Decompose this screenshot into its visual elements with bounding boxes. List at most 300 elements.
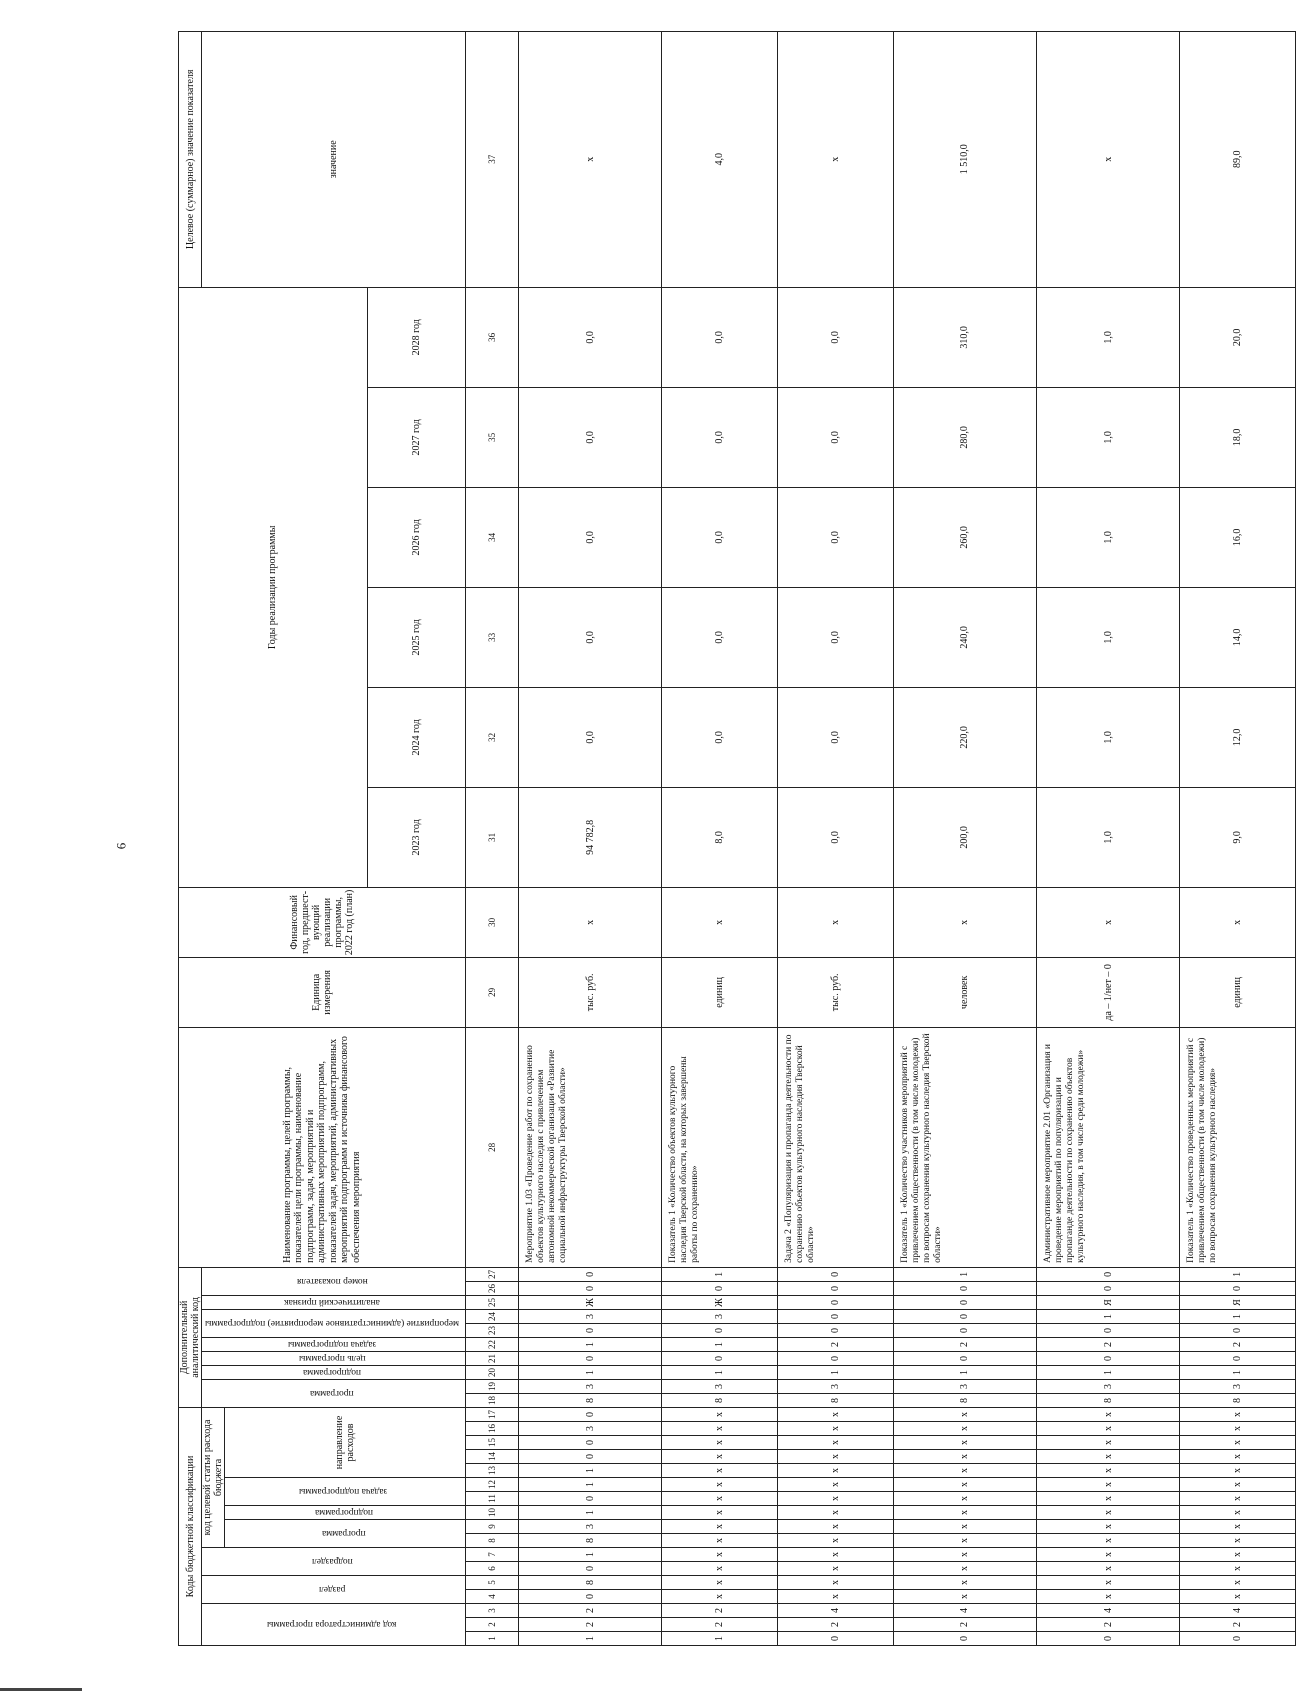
column-number: 7	[466, 1548, 519, 1562]
code-cell: x	[1180, 1450, 1296, 1464]
code-cell: 4	[893, 1604, 1036, 1618]
code-cell: 8	[1037, 1393, 1180, 1407]
column-number: 3	[466, 1604, 519, 1618]
code-cell: x	[1037, 1464, 1180, 1478]
year-value-cell: 0,0	[519, 387, 662, 487]
column-number: 17	[466, 1407, 519, 1421]
year-value-cell: 1,0	[1037, 487, 1180, 587]
code-cell: 1	[519, 1506, 662, 1520]
code-cell: 0	[1180, 1323, 1296, 1337]
unit-header: Единица измерения	[179, 957, 466, 1027]
code-cell: x	[778, 1478, 894, 1492]
code-cell: x	[662, 1562, 778, 1576]
code-cell: 4	[778, 1604, 894, 1618]
unit-cell: единиц	[1180, 957, 1296, 1027]
code-cell: x	[1037, 1520, 1180, 1534]
code-cell: 0	[662, 1351, 778, 1365]
code-cell: x	[893, 1478, 1036, 1492]
program-goal-header: цель программы	[202, 1351, 466, 1365]
code-cell: 0	[893, 1351, 1036, 1365]
year-value-cell: 1,0	[1037, 387, 1180, 487]
program-table-rotated	[178, 54, 1244, 1646]
code-cell: x	[778, 1506, 894, 1520]
code-cell: x	[778, 1590, 894, 1604]
code-cell: x	[1180, 1520, 1296, 1534]
code-cell: 2	[662, 1604, 778, 1618]
column-number: 8	[466, 1534, 519, 1548]
item-name-cell: Задача 2 «Популяризация и пропаганда деятельности по сохранению объектов культурного наследия Тверской области»	[778, 1027, 894, 1267]
column-number: 13	[466, 1464, 519, 1478]
year-value-cell: 0,0	[662, 287, 778, 387]
code-cell: 2	[519, 1604, 662, 1618]
target-value-cell: 1 510,0	[893, 31, 1036, 287]
code-cell: 0	[1180, 1351, 1296, 1365]
code-cell: x	[778, 1548, 894, 1562]
code-cell: x	[1180, 1492, 1296, 1506]
code-cell: 3	[1180, 1379, 1296, 1393]
year-header: 2028 год	[367, 287, 465, 387]
code-cell: x	[662, 1534, 778, 1548]
year-value-cell: 18,0	[1180, 387, 1296, 487]
code-cell: x	[662, 1548, 778, 1562]
code-cell: x	[1037, 1576, 1180, 1590]
code-cell: 0	[893, 1309, 1036, 1323]
code-cell: x	[662, 1422, 778, 1436]
code-cell: 1	[1180, 1267, 1296, 1281]
code-cell: x	[1037, 1478, 1180, 1492]
code-cell: 1	[893, 1267, 1036, 1281]
unit-cell: человек	[893, 957, 1036, 1027]
add-program-header: программа	[202, 1379, 466, 1407]
code-cell: 0	[893, 1295, 1036, 1309]
code-cell: 2	[1180, 1337, 1296, 1351]
code-cell: x	[662, 1478, 778, 1492]
table-row	[1180, 31, 1296, 1645]
code-cell: 0	[519, 1323, 662, 1337]
column-number: 18	[466, 1393, 519, 1407]
budget-codes-header: Коды бюджетной классификации	[179, 1407, 202, 1645]
code-cell: 4	[1037, 1604, 1180, 1618]
code-cell: 3	[519, 1309, 662, 1323]
column-number: 20	[466, 1365, 519, 1379]
year-header: 2024 год	[367, 687, 465, 787]
column-number: 5	[466, 1576, 519, 1590]
code-cell: 0	[519, 1281, 662, 1295]
fin-year-cell: x	[662, 887, 778, 957]
code-cell: x	[893, 1520, 1036, 1534]
unit-cell: тыс. руб.	[519, 957, 662, 1027]
page-number: 6	[113, 842, 129, 850]
code-cell: 0	[1037, 1281, 1180, 1295]
code-cell: 8	[519, 1576, 662, 1590]
code-cell: 8	[893, 1393, 1036, 1407]
column-number: 37	[466, 31, 519, 287]
column-number: 16	[466, 1422, 519, 1436]
column-number: 11	[466, 1492, 519, 1506]
code-cell: 0	[778, 1632, 894, 1646]
code-cell: x	[1180, 1534, 1296, 1548]
code-cell: 1	[1180, 1365, 1296, 1379]
code-cell: 0	[778, 1309, 894, 1323]
code-cell: Ж	[519, 1295, 662, 1309]
code-cell: x	[778, 1534, 894, 1548]
code-cell: 0	[1037, 1323, 1180, 1337]
code-cell: x	[778, 1407, 894, 1421]
year-value-cell: 1,0	[1037, 787, 1180, 887]
subprogram-task-add-header: задача подпрограммы	[202, 1337, 466, 1351]
code-cell: x	[893, 1576, 1036, 1590]
column-number: 23	[466, 1323, 519, 1337]
code-cell: x	[893, 1407, 1036, 1421]
year-value-cell: 0,0	[662, 387, 778, 487]
target-value-cell: x	[519, 31, 662, 287]
program-table	[178, 31, 1296, 1646]
year-value-cell: 0,0	[778, 387, 894, 487]
code-cell: x	[893, 1562, 1036, 1576]
code-cell: x	[893, 1492, 1036, 1506]
year-value-cell: 0,0	[778, 587, 894, 687]
column-number: 10	[466, 1506, 519, 1520]
column-number: 6	[466, 1562, 519, 1576]
year-header: 2027 год	[367, 387, 465, 487]
year-value-cell: 0,0	[778, 287, 894, 387]
code-cell: x	[778, 1450, 894, 1464]
code-cell: x	[1180, 1506, 1296, 1520]
code-cell: x	[662, 1407, 778, 1421]
code-cell: 0	[1180, 1632, 1296, 1646]
code-cell: x	[1180, 1422, 1296, 1436]
code-cell: x	[893, 1450, 1036, 1464]
code-cell: x	[1037, 1422, 1180, 1436]
code-cell: 8	[778, 1393, 894, 1407]
section-header: раздел	[202, 1576, 466, 1604]
code-cell: x	[1037, 1562, 1180, 1576]
year-value-cell: 0,0	[778, 687, 894, 787]
target-value-cell: x	[778, 31, 894, 287]
column-number: 24	[466, 1309, 519, 1323]
column-number: 1	[466, 1632, 519, 1646]
column-number: 36	[466, 287, 519, 387]
table-row	[778, 31, 894, 1645]
code-cell: 8	[662, 1393, 778, 1407]
target-article-header: код целевой статьи расхода бюджета	[202, 1407, 225, 1547]
add-subprogram-header: подпрограмма	[202, 1365, 466, 1379]
code-cell: 0	[519, 1450, 662, 1464]
code-cell: x	[1037, 1590, 1180, 1604]
code-cell: x	[1037, 1436, 1180, 1450]
code-cell: x	[893, 1436, 1036, 1450]
code-cell: x	[893, 1590, 1036, 1604]
code-cell: 3	[893, 1379, 1036, 1393]
code-cell: 2	[893, 1618, 1036, 1632]
code-cell: 3	[519, 1379, 662, 1393]
target-value-header: значение	[202, 31, 466, 287]
year-value-cell: 0,0	[519, 487, 662, 587]
year-value-cell: 8,0	[662, 787, 778, 887]
year-value-cell: 12,0	[1180, 687, 1296, 787]
year-value-cell: 1,0	[1037, 687, 1180, 787]
code-cell: 1	[519, 1365, 662, 1379]
column-number: 34	[466, 487, 519, 587]
unit-cell: единиц	[662, 957, 778, 1027]
code-cell: 3	[519, 1422, 662, 1436]
code-cell: x	[893, 1506, 1036, 1520]
code-cell: x	[778, 1492, 894, 1506]
year-header: 2025 год	[367, 587, 465, 687]
column-number: 4	[466, 1590, 519, 1604]
code-cell: 0	[519, 1267, 662, 1281]
year-value-cell: 20,0	[1180, 287, 1296, 387]
code-cell: x	[778, 1436, 894, 1450]
code-cell: 0	[519, 1436, 662, 1450]
subprogram-code-header: подпрограмма	[225, 1506, 466, 1520]
code-cell: 0	[1180, 1281, 1296, 1295]
target-value-cell: 4,0	[662, 31, 778, 287]
item-name-cell: Показатель 1 «Количество участников мероприятий с привлечением общественности (в том числе молодежи) по вопросам сохранения культурного наследия Тверской области»	[893, 1027, 1036, 1267]
code-cell: x	[662, 1576, 778, 1590]
code-cell: 0	[778, 1281, 894, 1295]
code-cell: 2	[519, 1618, 662, 1632]
code-cell: 0	[1037, 1351, 1180, 1365]
code-cell: x	[778, 1520, 894, 1534]
code-cell: x	[662, 1450, 778, 1464]
column-number: 31	[466, 787, 519, 887]
column-number: 26	[466, 1281, 519, 1295]
code-cell: x	[1180, 1478, 1296, 1492]
year-header: 2023 год	[367, 787, 465, 887]
code-cell: Ж	[662, 1295, 778, 1309]
column-number: 22	[466, 1337, 519, 1351]
table-body	[519, 31, 1296, 1645]
column-number: 21	[466, 1351, 519, 1365]
year-value-cell: 220,0	[893, 687, 1036, 787]
code-cell: 0	[519, 1590, 662, 1604]
code-cell: 8	[519, 1393, 662, 1407]
table-row	[1037, 31, 1180, 1645]
code-cell: 1	[662, 1632, 778, 1646]
code-cell: x	[893, 1422, 1036, 1436]
code-cell: 1	[519, 1478, 662, 1492]
column-number: 2	[466, 1618, 519, 1632]
item-name-cell: Показатель 1 «Количество проведенных мероприятий с привлечением общественности (в том числе молодежи) по вопросам сохранения культурного наследия»	[1180, 1027, 1296, 1267]
column-number: 25	[466, 1295, 519, 1309]
year-value-cell: 0,0	[519, 687, 662, 787]
code-cell: x	[662, 1506, 778, 1520]
code-cell: 0	[893, 1632, 1036, 1646]
year-value-cell: 0,0	[519, 287, 662, 387]
code-cell: 2	[893, 1337, 1036, 1351]
code-cell: 3	[1037, 1379, 1180, 1393]
year-value-cell: 260,0	[893, 487, 1036, 587]
column-number: 30	[466, 887, 519, 957]
unit-cell: тыс. руб.	[778, 957, 894, 1027]
subsection-header: подраздел	[202, 1548, 466, 1576]
column-number: 12	[466, 1478, 519, 1492]
program-name-header: Наименование программы, целей программы, показателей цели программы, наименование подпрограмм, задач, мероприятий и административных мероприятий подпрограмм, показателей задач, мероприятий, административных мероприятий подпрограмм и источника финансового обеспечения мероприятия	[179, 1027, 466, 1267]
code-cell: 1	[893, 1365, 1036, 1379]
code-cell: 1	[1180, 1309, 1296, 1323]
code-cell: x	[1180, 1436, 1296, 1450]
code-cell: 1	[662, 1365, 778, 1379]
code-cell: 3	[662, 1309, 778, 1323]
code-cell: x	[662, 1464, 778, 1478]
column-number: 9	[466, 1520, 519, 1534]
year-value-cell: 1,0	[1037, 587, 1180, 687]
year-value-cell: 240,0	[893, 587, 1036, 687]
year-value-cell: 16,0	[1180, 487, 1296, 587]
column-number: 35	[466, 387, 519, 487]
code-cell: 2	[662, 1618, 778, 1632]
year-value-cell: 0,0	[778, 487, 894, 587]
code-cell: 0	[662, 1281, 778, 1295]
target-value-cell: x	[1037, 31, 1180, 287]
indicator-number-header: номер показателя	[202, 1267, 466, 1295]
fin-year-cell: x	[519, 887, 662, 957]
code-cell: 1	[662, 1337, 778, 1351]
code-cell: x	[662, 1520, 778, 1534]
fin-year-cell: x	[893, 887, 1036, 957]
code-cell: x	[778, 1562, 894, 1576]
code-cell: 0	[519, 1351, 662, 1365]
code-cell: 0	[519, 1492, 662, 1506]
year-value-cell: 0,0	[778, 787, 894, 887]
code-cell: x	[1037, 1492, 1180, 1506]
code-cell: 3	[519, 1520, 662, 1534]
code-cell: x	[893, 1464, 1036, 1478]
code-cell: 0	[778, 1267, 894, 1281]
code-cell: 4	[1180, 1604, 1296, 1618]
table-row	[519, 31, 662, 1645]
code-cell: 0	[778, 1295, 894, 1309]
column-number: 33	[466, 587, 519, 687]
column-number: 27	[466, 1267, 519, 1281]
column-number: 28	[466, 1027, 519, 1267]
code-cell: x	[1180, 1407, 1296, 1421]
column-number: 14	[466, 1450, 519, 1464]
target-value-cell: 89,0	[1180, 31, 1296, 287]
code-cell: x	[662, 1436, 778, 1450]
item-name-cell: Административное мероприятие 2.01 «Организация и проведение мероприятий по популяризации и пропаганде деятельности по сохранению объектов культурного наследия, в том числе среди молодежи»	[1037, 1027, 1180, 1267]
code-cell: x	[1180, 1590, 1296, 1604]
code-cell: x	[1180, 1464, 1296, 1478]
year-value-cell: 0,0	[519, 587, 662, 687]
code-cell: 2	[1037, 1618, 1180, 1632]
code-cell: 0	[893, 1323, 1036, 1337]
additional-code-header: Дополнительный аналитический код	[179, 1267, 202, 1407]
year-value-cell: 310,0	[893, 287, 1036, 387]
code-cell: 0	[778, 1351, 894, 1365]
code-cell: x	[1180, 1548, 1296, 1562]
year-value-cell: 94 782,8	[519, 787, 662, 887]
code-cell: Я	[1037, 1295, 1180, 1309]
code-cell: 8	[519, 1534, 662, 1548]
years-group-header: Годы реализации программы	[179, 287, 368, 887]
year-value-cell: 1,0	[1037, 287, 1180, 387]
program-code-header: программа	[225, 1520, 466, 1548]
fin-year-header: Финансовый год, предшест-вующий реализации программы, 2022 год (план)	[179, 887, 466, 957]
code-cell: 2	[778, 1618, 894, 1632]
column-numbers	[466, 31, 519, 1645]
target-group-header: Целевое (суммарное) значение показателя	[179, 31, 202, 287]
column-number: 15	[466, 1436, 519, 1450]
code-cell: x	[1037, 1450, 1180, 1464]
code-cell: 1	[662, 1267, 778, 1281]
item-name-cell: Показатель 1 «Количество объектов культурного наследия Тверской области, на которых завершены работы по сохранению»	[662, 1027, 778, 1267]
code-cell: 2	[778, 1337, 894, 1351]
code-cell: 1	[1037, 1309, 1180, 1323]
code-cell: 1	[519, 1464, 662, 1478]
code-cell: 2	[1037, 1337, 1180, 1351]
code-cell: x	[662, 1590, 778, 1604]
code-cell: x	[778, 1576, 894, 1590]
year-value-cell: 0,0	[662, 487, 778, 587]
code-cell: 2	[1180, 1618, 1296, 1632]
subprogram-task-header: задача подпрограммы	[225, 1478, 466, 1506]
code-cell: 3	[662, 1379, 778, 1393]
code-cell: x	[778, 1464, 894, 1478]
code-cell: 1	[519, 1548, 662, 1562]
year-value-cell: 280,0	[893, 387, 1036, 487]
code-cell: x	[662, 1492, 778, 1506]
year-value-cell: 0,0	[662, 687, 778, 787]
code-cell: x	[1037, 1506, 1180, 1520]
fin-year-cell: x	[1180, 887, 1296, 957]
code-cell: x	[1037, 1548, 1180, 1562]
year-header: 2026 год	[367, 487, 465, 587]
code-cell: x	[1037, 1534, 1180, 1548]
code-cell: 0	[778, 1323, 894, 1337]
code-cell: 1	[778, 1365, 894, 1379]
code-cell: 0	[1037, 1267, 1180, 1281]
item-name-cell: Мероприятие 1.03 «Проведение работ по сохранению объектов культурного наследия с привлечением автономной некоммерческой организации «Развитие социальной инфраструктуры Тверской области»	[519, 1027, 662, 1267]
year-value-cell: 14,0	[1180, 587, 1296, 687]
code-cell: 8	[1180, 1393, 1296, 1407]
fin-year-cell: x	[778, 887, 894, 957]
code-cell: x	[778, 1422, 894, 1436]
table-row	[893, 31, 1036, 1645]
code-cell: 0	[519, 1562, 662, 1576]
code-cell: x	[1180, 1576, 1296, 1590]
program-table-frame	[178, 54, 1244, 1646]
scan-edge-mark	[0, 1688, 82, 1691]
year-value-cell: 200,0	[893, 787, 1036, 887]
table-row	[662, 31, 778, 1645]
code-cell: 1	[519, 1337, 662, 1351]
year-value-cell: 0,0	[662, 587, 778, 687]
year-value-cell: 9,0	[1180, 787, 1296, 887]
code-cell: x	[893, 1548, 1036, 1562]
analytic-sign-header: аналитический признак	[202, 1295, 466, 1309]
code-cell: Я	[1180, 1295, 1296, 1309]
code-cell: 0	[893, 1281, 1036, 1295]
code-cell: 3	[778, 1379, 894, 1393]
column-number: 19	[466, 1379, 519, 1393]
unit-cell: да – 1/нет – 0	[1037, 957, 1180, 1027]
code-cell: 1	[1037, 1365, 1180, 1379]
expense-direction-header: направление расходов	[225, 1407, 466, 1477]
code-cell: 0	[1037, 1632, 1180, 1646]
code-cell: 1	[519, 1632, 662, 1646]
code-cell: x	[1037, 1407, 1180, 1421]
code-cell: 0	[519, 1407, 662, 1421]
column-number: 32	[466, 687, 519, 787]
code-cell: 0	[662, 1323, 778, 1337]
admin-code-header: код администратора программы	[202, 1604, 466, 1646]
column-number: 29	[466, 957, 519, 1027]
code-cell: x	[893, 1534, 1036, 1548]
fin-year-cell: x	[1037, 887, 1180, 957]
code-cell: x	[1180, 1562, 1296, 1576]
